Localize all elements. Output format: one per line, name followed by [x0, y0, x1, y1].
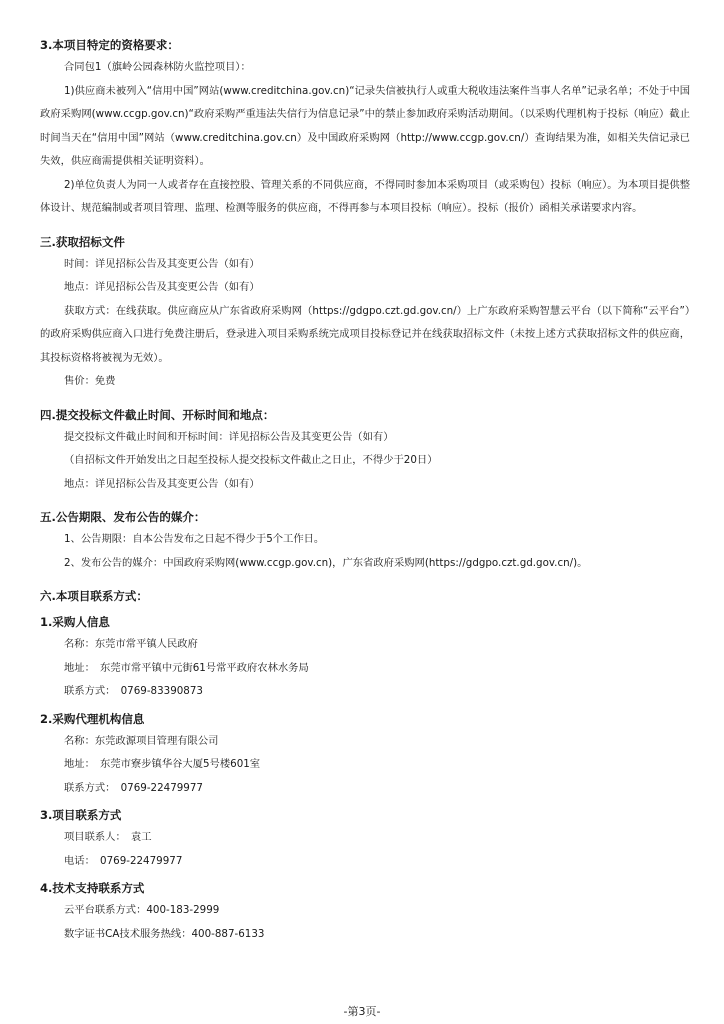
submit-deadline: 提交投标文件截止时间和开标时间：详见招标公告及其变更公告（如有）	[64, 430, 394, 443]
project-contact-phone: 电话： 0769-22479977	[64, 854, 183, 867]
purchaser-name: 名称：东莞市常平镇人民政府	[64, 638, 198, 650]
project-contact-heading: 3.项目联系方式	[40, 808, 122, 822]
section-contact-heading: 六.本项目联系方式：	[40, 589, 148, 603]
obtain-price: 售价：免费	[64, 375, 116, 387]
section-period-heading: 五.公告期限、发布公告的媒介：	[40, 510, 206, 524]
contract-lot-label: 合同包1（旗岭公园森林防火监控项目）：	[64, 61, 251, 73]
agency-phone: 联系方式： 0769-22479977	[64, 781, 203, 794]
obtain-method: 获取方式：在线获取。供应商应从广东省政府采购网（https://gdgpo.czt.gd.gov.cn/）上广东政府采购智慧云平台（以下简称“云平台”）的政府采购供应商入口进行免费注册后，登录进入项目采购系统完成项目投标登记并在线获取招标文件（未按上述方式获取招标文件的供应商，其投标资格将被视为无效）。	[40, 304, 690, 364]
obtain-time: 时间：详见招标公告及其变更公告（如有）	[64, 257, 260, 270]
period-item-1: 1、公告期限：自本公告发布之日起不得少于5个工作日。	[64, 533, 325, 545]
section-obtain-heading: 三.获取招标文件	[40, 234, 125, 249]
submit-note: （自招标文件开始发出之日起至投标人提交投标文件截止之日止，不得少于20日）	[64, 454, 438, 466]
support-heading: 4.技术支持联系方式	[40, 881, 145, 895]
section-submit-heading: 四.提交投标文件截止时间、开标时间和地点：	[40, 407, 275, 422]
submit-place: 地点：详见招标公告及其变更公告（如有）	[64, 477, 260, 490]
page-number: -第3页-	[343, 1005, 381, 1018]
purchaser-address: 地址： 东莞市常平镇中元街61号常平政府农林水务局	[64, 661, 309, 674]
project-contact-person: 项目联系人： 袁工	[64, 831, 152, 843]
agency-address: 地址： 东莞市寮步镇华谷大厦5号楼601室	[64, 758, 261, 770]
support-ca-phone: 数字证书CA技术服务热线：400-887-6133	[64, 927, 265, 940]
agency-heading: 2.采购代理机构信息	[40, 711, 145, 726]
purchaser-phone: 联系方式： 0769-83390873	[64, 685, 203, 697]
agency-name: 名称：东莞政源项目管理有限公司	[64, 734, 219, 747]
purchaser-heading: 1.采购人信息	[40, 615, 110, 629]
document-page	[40, 34, 690, 946]
qualification-requirement-1: 1)供应商未被列入“信用中国”网站(www.creditchina.gov.cn)“记录失信被执行人或重大税收违法案件当事人名单”记录名单；不处于中国政府采购网(www.ccgp.gov.cn)“政府采购严重违法失信行为信息记录”中的禁止参加政府采购活动期间。（以采购代理机构于投标（响应）截止时间当天在“信用中国”网站（www.creditchina.gov.cn）及中国政府采购网（http://www.ccgp.gov.cn/）查询结果为准，如相关失信记录已失效，供应商需提供相关证明资料）。	[40, 84, 690, 167]
support-cloud-phone: 云平台联系方式：400-183-2999	[64, 904, 220, 916]
period-item-2: 2、发布公告的媒介：中国政府采购网(www.ccgp.gov.cn)，广东省政府采购网(https://gdgpo.czt.gd.gov.cn/)。	[64, 556, 588, 569]
qualification-requirement-2: 2)单位负责人为同一人或者存在直接控股、管理关系的不同供应商，不得同时参加本采购项目（或采购包）投标（响应）。为本项目提供整体设计、规范编制或者项目管理、监理、检测等服务的供应商，不得再参与本项目投标（响应）。投标（报价）函相关承诺要求内容。	[40, 178, 690, 214]
obtain-place: 地点：详见招标公告及其变更公告（如有）	[64, 281, 260, 293]
section-qualification-heading: 3.本项目特定的资格要求：	[40, 38, 179, 52]
